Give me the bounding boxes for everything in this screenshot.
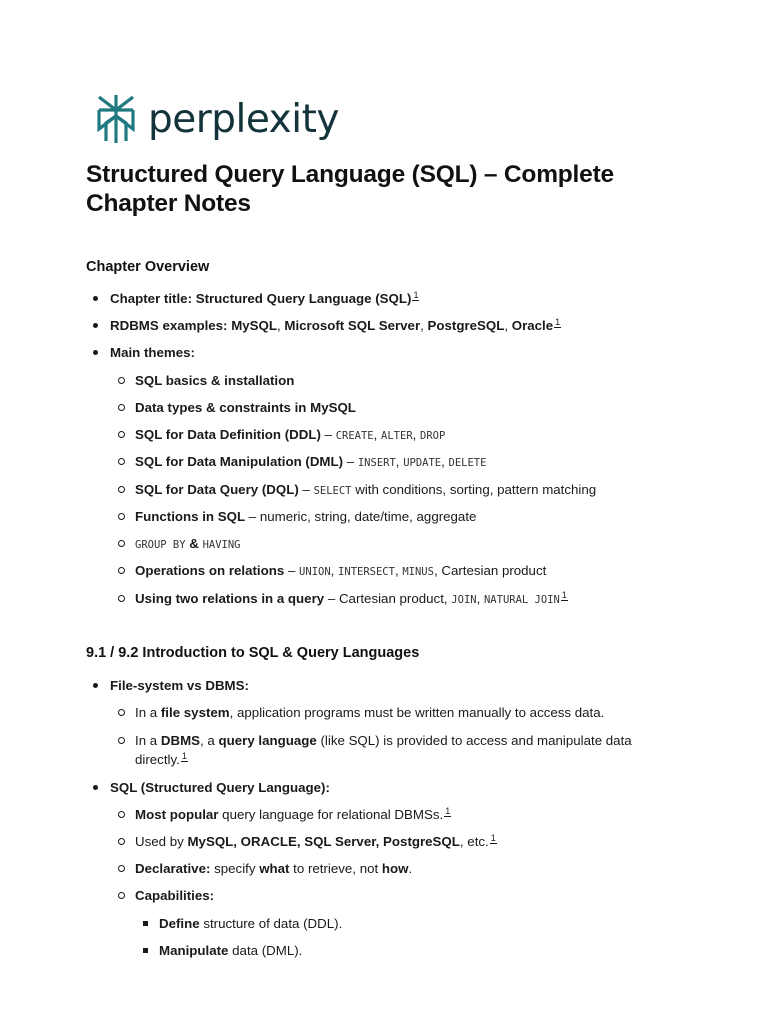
logo-wordmark: perplexity: [148, 96, 339, 142]
bullet-circle: [118, 838, 125, 845]
list-item-theme-two-relations: Using two relations in a query – Cartesian product, JOIN, NATURAL JOIN $^1$: [135, 589, 568, 610]
list-item-most-popular: Most popular query language for relational DBMSs. $^1$: [135, 805, 451, 824]
section-heading-intro: 9.1 / 9.2 Introduction to SQL & Query Languages: [86, 645, 420, 661]
list-item-chapter-title: Chapter title: Structured Query Language (SQL) $^1$: [110, 289, 419, 308]
list-item-rdbms: RDBMS examples: MySQL, Microsoft SQL Server, PostgreSQL, Oracle $^1$: [110, 316, 561, 335]
list-item-theme-functions: Functions in SQL – numeric, string, date/time, aggregate: [135, 507, 476, 526]
citation-link[interactable]: 1: [555, 316, 561, 327]
list-item-sql-def: SQL (Structured Query Language):: [110, 778, 330, 797]
list-item-file-system: In a file system, application programs must be written manually to access data.: [135, 703, 604, 722]
bullet-disc: [93, 296, 98, 301]
citation-link[interactable]: 1: [445, 805, 451, 816]
bullet-circle: [118, 892, 125, 899]
list-item-used-by: Used by MySQL, ORACLE, SQL Server, PostgreSQL, etc. $^1$: [135, 832, 497, 851]
bullet-circle: [118, 377, 125, 384]
list-item-theme-groupby: GROUP BY & HAVING: [135, 534, 241, 555]
citation-link[interactable]: 1: [413, 289, 419, 300]
bullet-disc: [93, 785, 98, 790]
section-heading-overview: Chapter Overview: [86, 259, 210, 275]
list-item-capabilities: Capabilities:: [135, 886, 214, 905]
bullet-circle: [118, 737, 125, 744]
bullet-circle: [118, 431, 125, 438]
list-item-declarative: Declarative: specify what to retrieve, not how.: [135, 859, 412, 878]
bullet-circle: [118, 458, 125, 465]
list-item-main-themes: Main themes:: [110, 343, 195, 362]
page-title: Structured Query Language (SQL) – Complete Chapter Notes: [86, 161, 614, 217]
bullet-circle: [118, 513, 125, 520]
list-item-manipulate: Manipulate data (DML).: [159, 941, 302, 960]
list-item-fs-vs-dbms: File-system vs DBMS:: [110, 676, 249, 695]
bullet-square: [143, 948, 148, 953]
citation-link[interactable]: 1: [490, 832, 496, 843]
bullet-circle: [118, 404, 125, 411]
bullet-disc: [93, 323, 98, 328]
list-item-theme-ddl: SQL for Data Definition (DDL) – CREATE, ALTER, DROP: [135, 425, 445, 446]
bullet-square: [143, 921, 148, 926]
list-item-define: Define structure of data (DDL).: [159, 914, 342, 933]
list-item-theme-dql: SQL for Data Query (DQL) – SELECT with conditions, sorting, pattern matching: [135, 480, 596, 501]
perplexity-logo-icon: [94, 93, 138, 145]
bullet-circle: [118, 811, 125, 818]
list-item-dbms: In a DBMS, a query language (like SQL) is provided to access and manipulate data directly. $^1$: [135, 731, 695, 769]
bullet-disc: [93, 683, 98, 688]
bullet-circle: [118, 540, 125, 547]
list-item-theme-ops: Operations on relations – UNION, INTERSECT, MINUS, Cartesian product: [135, 561, 546, 582]
bullet-disc: [93, 350, 98, 355]
list-item-theme-dml: SQL for Data Manipulation (DML) – INSERT, UPDATE, DELETE: [135, 452, 486, 473]
bullet-circle: [118, 709, 125, 716]
bullet-circle: [118, 595, 125, 602]
bullet-circle: [118, 486, 125, 493]
citation-link[interactable]: 1: [561, 589, 567, 600]
bullet-circle: [118, 567, 125, 574]
list-item-theme: Data types & constraints in MySQL: [135, 398, 356, 417]
citation-link[interactable]: 1: [181, 750, 187, 761]
bullet-circle: [118, 865, 125, 872]
list-item-theme: SQL basics & installation: [135, 371, 294, 390]
perplexity-logo: [94, 93, 339, 145]
